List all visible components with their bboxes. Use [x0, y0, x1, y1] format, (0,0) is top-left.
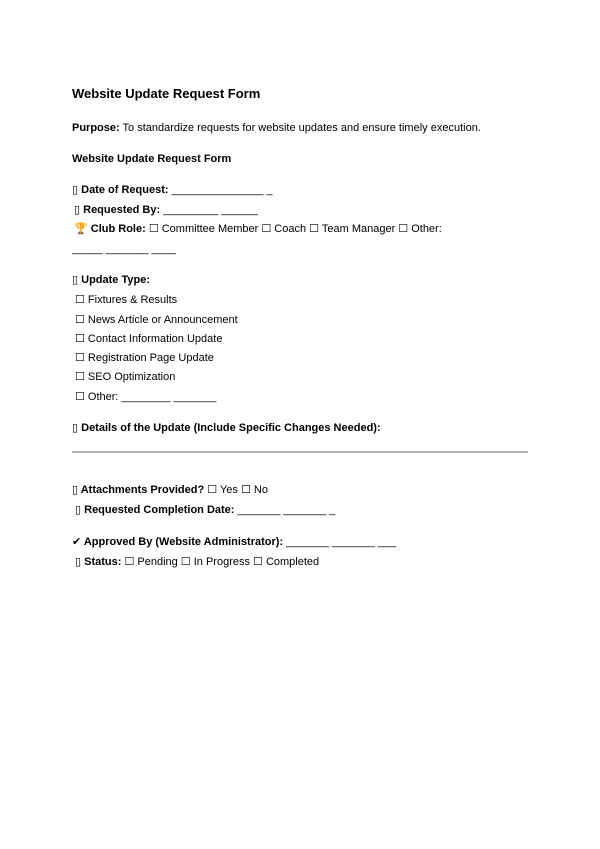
calendar-icon: ▯ [72, 184, 79, 196]
club-role-label: Club Role: [87, 223, 146, 235]
date-of-request-field [72, 183, 273, 197]
status-field [75, 555, 319, 569]
trophy-icon: 🏆 [74, 223, 88, 235]
club-role-field [74, 222, 442, 236]
form-title: Website Update Request Form [72, 86, 261, 101]
requested-by-field [74, 203, 258, 217]
update-type-option-seo[interactable]: ☐ SEO Optimization [75, 371, 176, 383]
checkmark-icon: ✔ [72, 536, 82, 548]
section-heading: Website Update Request Form [72, 153, 232, 165]
update-type-option-contact[interactable]: ☐ Contact Information Update [75, 333, 223, 345]
update-type-option-news[interactable]: ☐ News Article or Announcement [75, 314, 238, 326]
details-divider [72, 451, 528, 453]
requested-by-blank: _________ ______ [160, 204, 259, 216]
requested-completion-label: Requested Completion Date: [81, 504, 235, 516]
club-role-other-blank: _____ _______ ____ [72, 243, 176, 255]
purpose-line [72, 121, 481, 135]
paperclip-icon: ▯ [72, 484, 79, 496]
attachments-label: Attachments Provided? [78, 484, 205, 496]
update-type-heading [72, 273, 150, 287]
approved-by-field [72, 535, 396, 549]
edit-icon: ▯ [72, 274, 79, 286]
person-icon: ▯ [74, 204, 81, 216]
requested-completion-field [75, 503, 335, 517]
status-options[interactable]: ☐ Pending ☐ In Progress ☐ Completed [121, 556, 320, 568]
purpose-label: Purpose: [72, 122, 120, 134]
purpose-text: To standardize requests for website updates and ensure timely execution. [119, 122, 481, 134]
club-role-options: ☐ Committee Member ☐ Coach ☐ Team Manager ☐ Other: [145, 223, 442, 235]
date-of-request-blank: _______________ _ [168, 184, 273, 196]
status-icon: ▯ [75, 556, 82, 568]
update-type-option-other[interactable]: ☐ Other: ________ _______ [75, 391, 217, 403]
attachments-field [72, 483, 268, 497]
update-type-option-fixtures[interactable]: ☐ Fixtures & Results [75, 294, 178, 306]
approved-by-label: Approved By (Website Administrator): [81, 536, 284, 548]
requested-by-label: Requested By: [80, 204, 161, 216]
clock-icon: ▯ [75, 504, 82, 516]
attachments-options[interactable]: ☐ Yes ☐ No [204, 484, 268, 496]
details-heading [72, 421, 381, 435]
requested-completion-blank: _______ _______ _ [234, 504, 336, 516]
update-type-option-registration[interactable]: ☐ Registration Page Update [75, 352, 214, 364]
date-of-request-label: Date of Request: [78, 184, 169, 196]
status-label: Status: [81, 556, 122, 568]
approved-by-blank: _______ _______ ___ [283, 536, 397, 548]
details-label: Details of the Update (Include Specific Changes Needed): [78, 422, 381, 434]
document-icon: ▯ [72, 422, 79, 434]
update-type-label: Update Type: [78, 274, 150, 286]
